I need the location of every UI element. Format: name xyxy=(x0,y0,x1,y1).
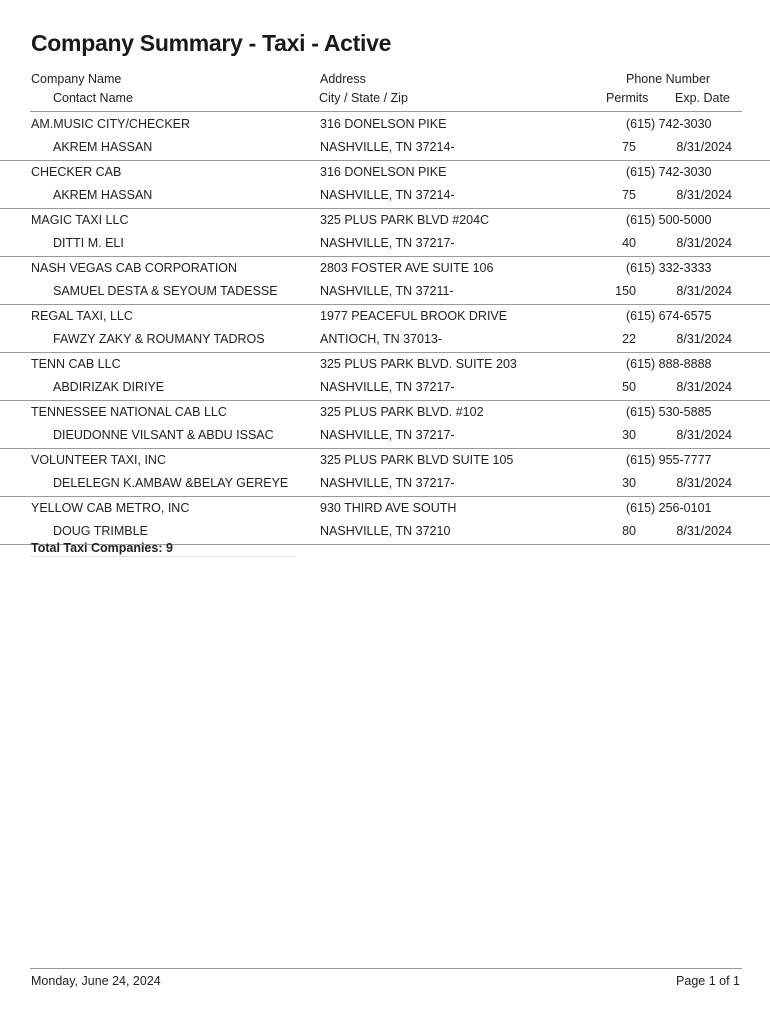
exp-date: 8/31/2024 xyxy=(676,188,732,202)
permits: 75 xyxy=(622,140,636,154)
contact-name: SAMUEL DESTA & SEYOUM TADESSE xyxy=(53,284,278,298)
city-state-zip: NASHVILLE, TN 37217- xyxy=(320,380,455,394)
report-title: Company Summary - Taxi - Active xyxy=(31,30,392,56)
permits: 22 xyxy=(622,332,636,346)
footer-page-number: Page 1 of 1 xyxy=(676,974,740,988)
contact-name: AKREM HASSAN xyxy=(53,188,153,202)
header-exp-date: Exp. Date xyxy=(675,91,730,105)
permits: 75 xyxy=(622,188,636,202)
contact-name: FAWZY ZAKY & ROUMANY TADROS xyxy=(53,332,265,346)
city-state-zip: NASHVILLE, TN 37214- xyxy=(320,140,455,154)
permits: 30 xyxy=(622,428,636,442)
company-row xyxy=(0,449,770,497)
address: 325 PLUS PARK BLVD. SUITE 203 xyxy=(320,357,517,371)
header-contact-name: Contact Name xyxy=(53,91,133,105)
address: 1977 PEACEFUL BROOK DRIVE xyxy=(320,309,508,323)
header-phone-number: Phone Number xyxy=(626,72,711,86)
phone-number: (615) 530-5885 xyxy=(626,405,712,419)
contact-name: DIEUDONNE VILSANT & ABDU ISSAC xyxy=(53,428,274,442)
phone-number: (615) 742-3030 xyxy=(626,165,712,179)
contact-name: DELELEGN K.AMBAW &BELAY GEREYE xyxy=(53,476,289,490)
city-state-zip: NASHVILLE, TN 37217- xyxy=(320,428,455,442)
header-address: Address xyxy=(320,72,366,86)
company-name: TENN CAB LLC xyxy=(31,357,121,371)
company-list xyxy=(0,113,770,545)
exp-date: 8/31/2024 xyxy=(676,428,732,442)
footer-date: Monday, June 24, 2024 xyxy=(31,974,161,988)
company-name: CHECKER CAB xyxy=(31,165,122,179)
header-permits: Permits xyxy=(606,91,649,105)
phone-number: (615) 256-0101 xyxy=(626,501,712,515)
city-state-zip: NASHVILLE, TN 37217- xyxy=(320,476,455,490)
total-companies: Total Taxi Companies: 9 xyxy=(31,541,173,555)
company-row xyxy=(0,401,770,449)
company-row xyxy=(0,497,770,545)
address: 930 THIRD AVE SOUTH xyxy=(320,501,457,515)
exp-date: 8/31/2024 xyxy=(676,332,732,346)
footer-divider xyxy=(30,968,742,969)
contact-name: DITTI M. ELI xyxy=(53,236,124,250)
exp-date: 8/31/2024 xyxy=(676,140,732,154)
address: 325 PLUS PARK BLVD #204C xyxy=(320,213,490,227)
phone-number: (615) 742-3030 xyxy=(626,117,712,131)
header-city-state-zip: City / State / Zip xyxy=(319,91,408,105)
city-state-zip: NASHVILLE, TN 37211- xyxy=(320,284,454,298)
phone-number: (615) 888-8888 xyxy=(626,357,712,371)
phone-number: (615) 955-7777 xyxy=(626,453,712,467)
address: 325 PLUS PARK BLVD SUITE 105 xyxy=(320,453,514,467)
address: 316 DONELSON PIKE xyxy=(320,165,447,179)
company-name: REGAL TAXI, LLC xyxy=(31,309,133,323)
city-state-zip: NASHVILLE, TN 37217- xyxy=(320,236,455,250)
permits: 80 xyxy=(622,524,636,538)
header-divider xyxy=(30,111,742,112)
company-name: YELLOW CAB METRO, INC xyxy=(31,501,190,515)
exp-date: 8/31/2024 xyxy=(676,524,732,538)
exp-date: 8/31/2024 xyxy=(676,380,732,394)
contact-name: ABDIRIZAK DIRIYE xyxy=(53,380,165,394)
phone-number: (615) 674-6575 xyxy=(626,309,712,323)
contact-name: AKREM HASSAN xyxy=(53,140,153,154)
address: 316 DONELSON PIKE xyxy=(320,117,447,131)
company-row xyxy=(0,257,770,305)
company-name: TENNESSEE NATIONAL CAB LLC xyxy=(31,405,227,419)
permits: 150 xyxy=(615,284,636,298)
city-state-zip: NASHVILLE, TN 37214- xyxy=(320,188,455,202)
company-name: MAGIC TAXI LLC xyxy=(31,213,129,227)
company-row xyxy=(0,353,770,401)
address: 325 PLUS PARK BLVD. #102 xyxy=(320,405,484,419)
company-name: NASH VEGAS CAB CORPORATION xyxy=(31,261,238,275)
permits: 30 xyxy=(622,476,636,490)
permits: 40 xyxy=(622,236,636,250)
contact-name: DOUG TRIMBLE xyxy=(53,524,148,538)
exp-date: 8/31/2024 xyxy=(676,284,732,298)
phone-number: (615) 500-5000 xyxy=(626,213,712,227)
company-row xyxy=(0,161,770,209)
address: 2803 FOSTER AVE SUITE 106 xyxy=(320,261,494,275)
header-company-name: Company Name xyxy=(31,72,122,86)
phone-number: (615) 332-3333 xyxy=(626,261,712,275)
company-row xyxy=(0,209,770,257)
city-state-zip: NASHVILLE, TN 37210 xyxy=(320,524,451,538)
city-state-zip: ANTIOCH, TN 37013- xyxy=(320,332,443,346)
permits: 50 xyxy=(622,380,636,394)
company-name: VOLUNTEER TAXI, INC xyxy=(31,453,166,467)
company-row xyxy=(0,305,770,353)
exp-date: 8/31/2024 xyxy=(676,476,732,490)
company-name: AM.MUSIC CITY/CHECKER xyxy=(31,117,191,131)
exp-date: 8/31/2024 xyxy=(676,236,732,250)
company-row xyxy=(0,113,770,161)
